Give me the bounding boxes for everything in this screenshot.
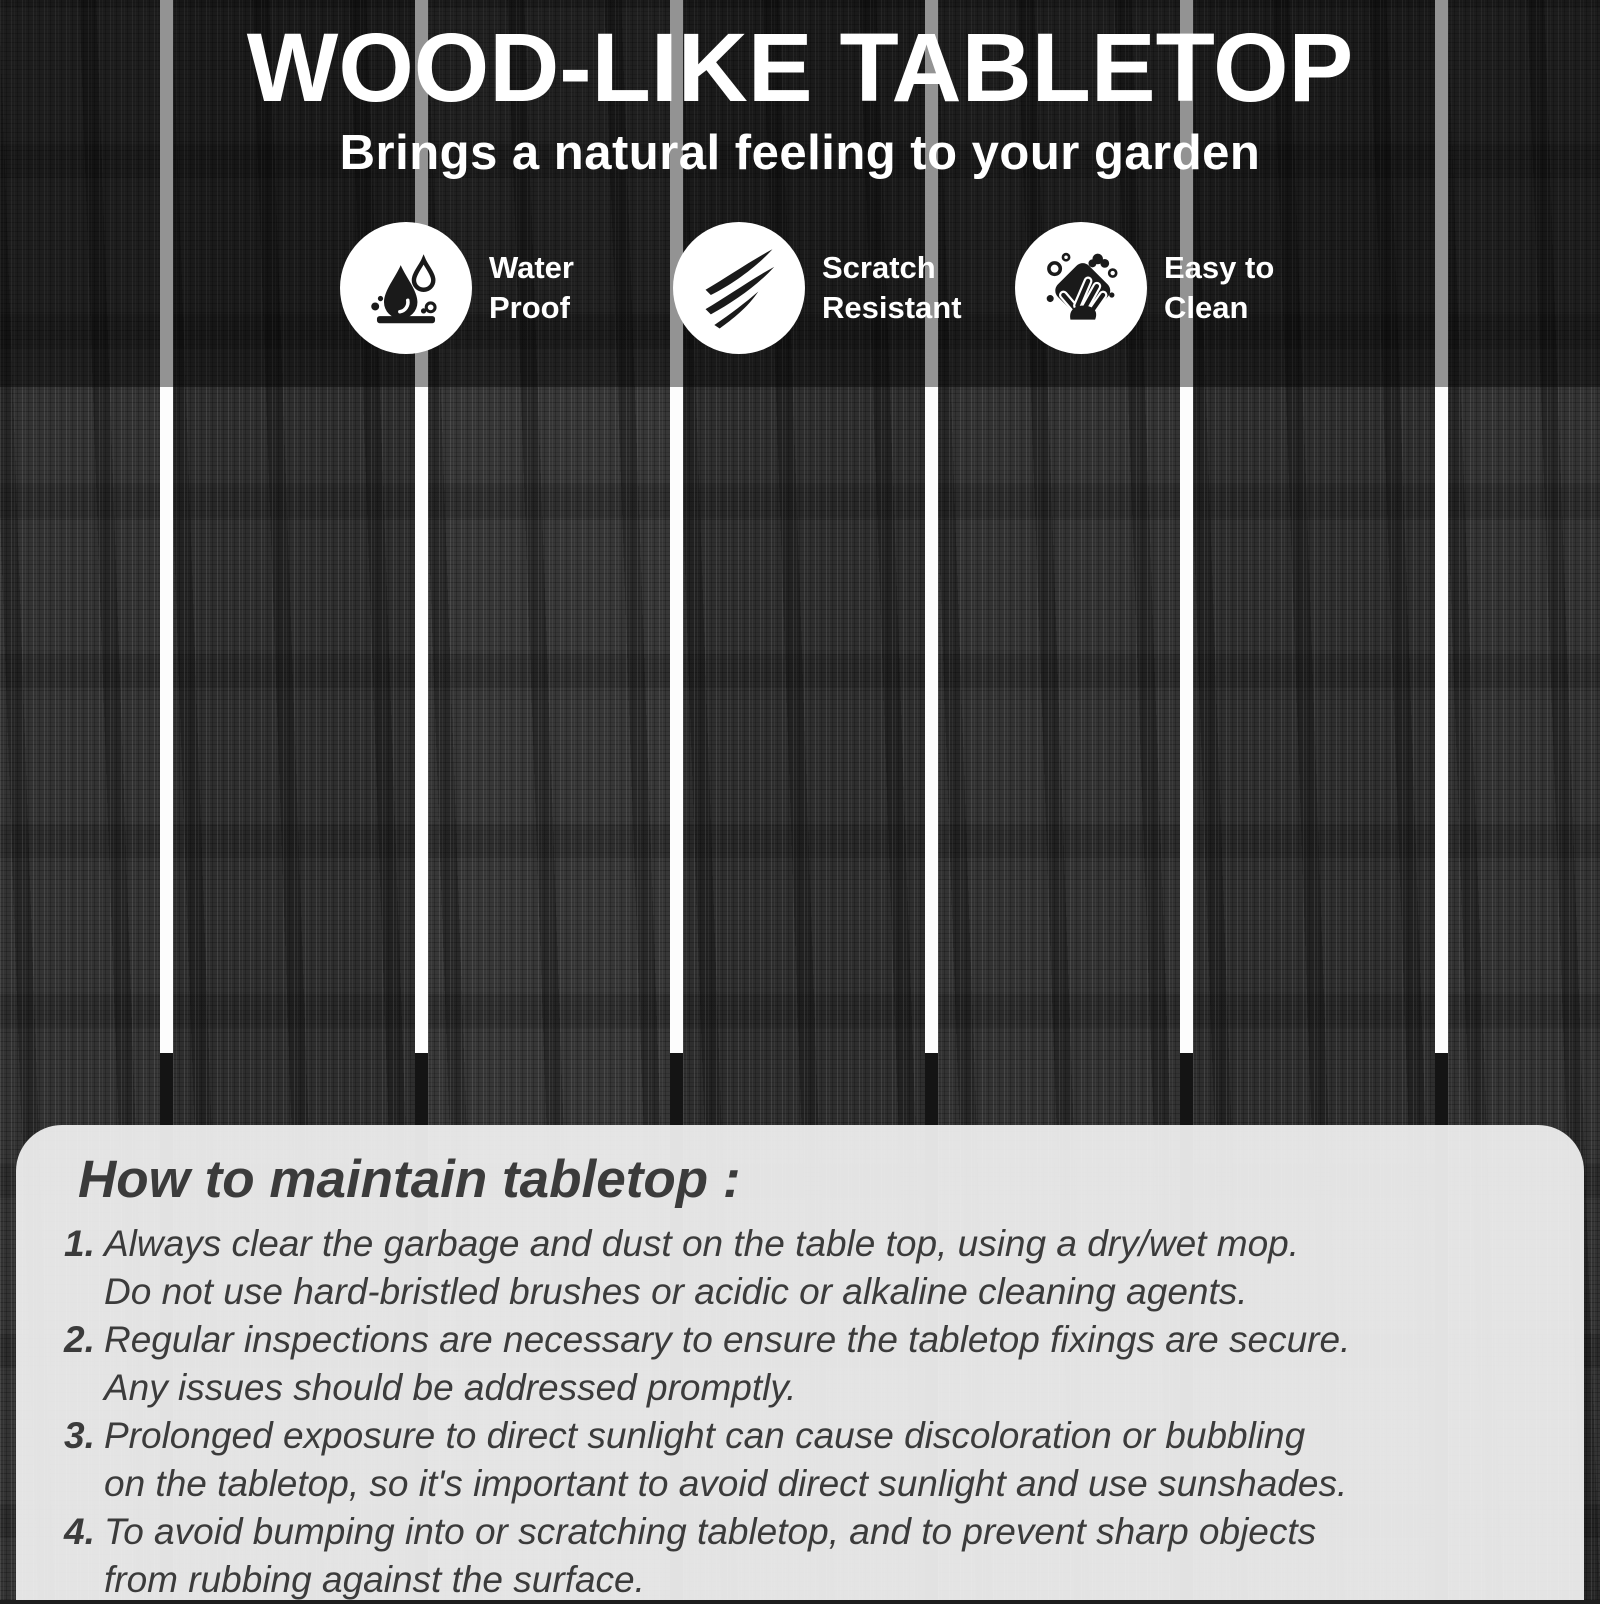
item-text [104,1412,1544,1508]
feature-label-line: Proof [489,290,570,325]
feature-label-line: Water [489,250,574,286]
item-text [104,1508,1544,1604]
scratch-marks-icon [695,244,783,332]
feature-label-line: Clean [1164,290,1249,325]
water-proof-badge [340,222,472,354]
feature-label-easy-to-clean [1164,248,1274,327]
page-subtitle: Brings a natural feeling to your garden [339,125,1261,180]
item-text-line: Do not use hard-bristled brushes or acidic or alkaline cleaning agents. [104,1271,1248,1312]
item-text-line: on the tabletop, so it's important to avoid direct sunlight and use sunshades. [104,1463,1348,1504]
item-number: 1. [64,1223,95,1264]
item-number: 3. [64,1415,95,1456]
feature-label-line: Resistant [822,290,962,325]
maintenance-item-3 [64,1412,1544,1508]
scratch-resistant-badge [673,222,805,354]
feature-scratch-resistant [673,222,962,354]
item-text [104,1220,1544,1316]
feature-label-line: Scratch [822,250,936,286]
feature-label-water-proof [489,248,574,327]
feature-water-proof [340,222,574,354]
wiping-hand-icon [1037,244,1125,332]
item-text-line: Regular inspections are necessary to ensure the tabletop fixings are secure. [104,1319,1351,1360]
item-text-line: Always clear the garbage and dust on the table top, using a dry/wet mop. [104,1223,1300,1264]
item-number: 4. [64,1511,95,1552]
item-text-line: Any issues should be addressed promptly. [104,1367,797,1408]
item-text-line: To avoid bumping into or scratching tabletop, and to prevent sharp objects [104,1511,1317,1552]
page-title: WOOD-LIKE TABLETOP [246,13,1354,122]
easy-to-clean-badge [1015,222,1147,354]
water-drop-icon [362,244,450,332]
maintenance-heading: How to maintain tabletop : [78,1150,741,1209]
item-text [104,1316,1544,1412]
maintenance-item-2 [64,1316,1544,1412]
header [0,13,1600,181]
feature-easy-to-clean [1015,222,1274,354]
maintenance-panel [16,1125,1584,1600]
maintenance-item-4 [64,1508,1544,1604]
item-number: 2. [64,1319,95,1360]
feature-label-scratch-resistant [822,248,962,327]
feature-label-line: Easy to [1164,250,1275,286]
item-text-line: Prolonged exposure to direct sunlight can cause discoloration or bubbling [104,1415,1306,1456]
item-text-line: from rubbing against the surface. [104,1559,645,1600]
maintenance-item-1 [64,1220,1544,1316]
